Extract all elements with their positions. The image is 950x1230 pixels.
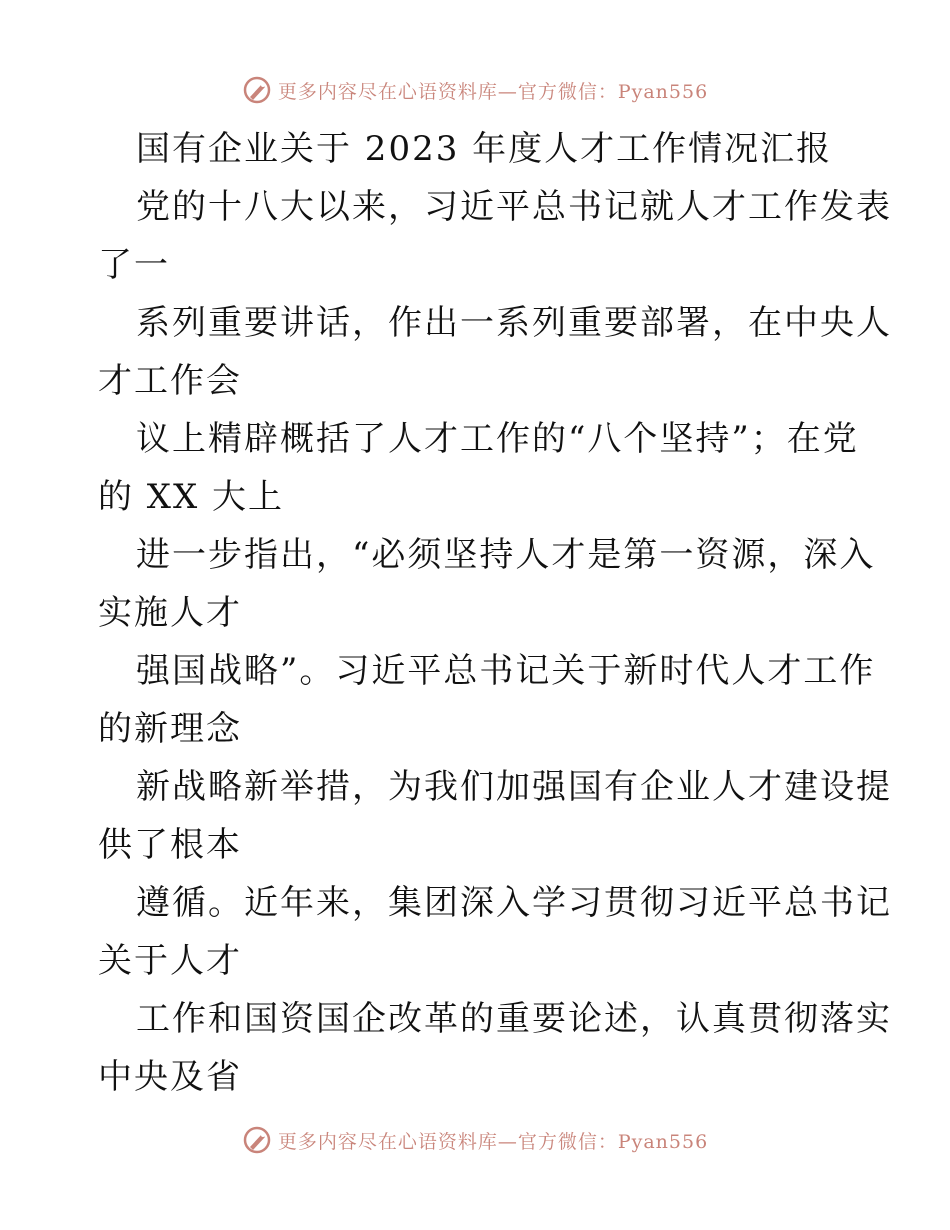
document-body [98,120,892,1106]
document-line: 议上精辟概括了人才工作的“八个坚持”；在党 [136,419,859,459]
pen-seal-logo-icon [242,75,272,105]
document-line: 系列重要讲话，作出一系列重要部署，在中央人 [136,303,892,343]
document-line: 才工作会 [98,361,242,401]
document-line: 新战略新举措，为我们加强国有企业人才建设提 [136,767,892,807]
document-line: 的新理念 [98,709,242,749]
header-watermark-text: 更多内容尽在心语资料库—官方微信：Pyan556 [277,80,709,103]
footer-watermark-text: 更多内容尽在心语资料库—官方微信：Pyan556 [277,1130,709,1153]
document-line: 国有企业关于 2023 年度人才工作情况汇报 [136,129,833,169]
footer-watermark-banner [0,1120,950,1160]
document-line: 遵循。近年来，集团深入学习贯彻习近平总书记 [136,883,892,923]
pen-seal-logo-icon [242,1125,272,1155]
document-line: 供了根本 [98,825,242,865]
document-line: 关于人才 [98,941,242,981]
document-line: 工作和国资国企改革的重要论述，认真贯彻落实 [136,999,892,1039]
document-line: 强国战略”。习近平总书记关于新时代人才工作 [136,651,876,691]
document-line: 中央及省 [98,1057,242,1097]
header-watermark-banner [0,70,950,110]
document-line: 进一步指出，“必须坚持人才是第一资源，深入 [136,535,876,575]
document-line: 党的十八大以来，习近平总书记就人才工作发表 [136,187,892,227]
document-line: 的 XX 大上 [98,477,285,517]
document-line: 实施人才 [98,593,242,633]
document-line: 了一 [98,245,170,285]
